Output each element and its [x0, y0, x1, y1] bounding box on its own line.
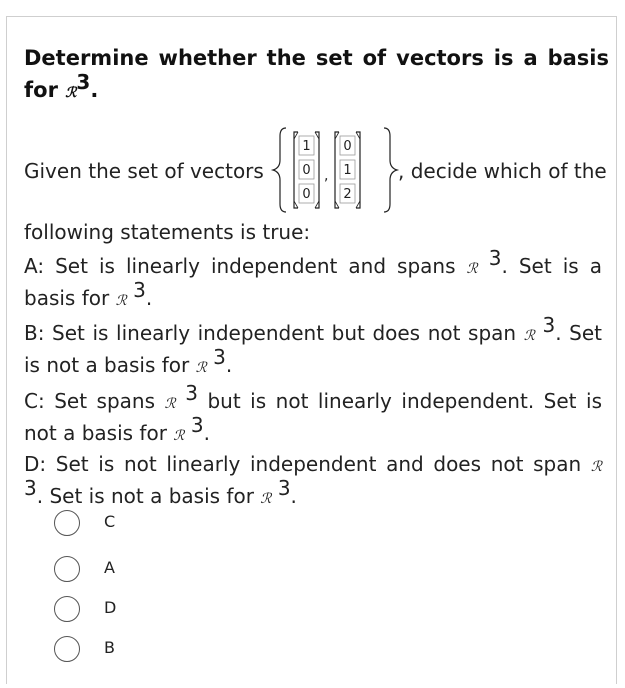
vec2-entry: 2 [343, 187, 352, 202]
option-b[interactable] [54, 636, 174, 664]
option-c[interactable] [54, 510, 174, 538]
vec2-entry: 0 [343, 139, 352, 154]
vec1-entry: 0 [302, 187, 311, 202]
statements-intro: following statements is true: [24, 220, 311, 244]
radio-button[interactable] [54, 510, 80, 536]
statement-a-line2: basis for ℛ 3. [24, 278, 153, 310]
statement-c-line2: not a basis for ℛ 3. [24, 413, 210, 445]
statement-b-line2: is not a basis for ℛ 3. [24, 345, 233, 377]
svg-text:,: , [324, 168, 329, 184]
radio-button[interactable] [54, 556, 80, 582]
radio-button[interactable] [54, 596, 80, 622]
vector-set [270, 122, 400, 218]
statement-c-line1: C: Set spans ℛ 3 but is not linearly independent. Set is [24, 381, 602, 413]
vec2-entry: 1 [343, 163, 352, 178]
given-text-post: , decide which of the [398, 159, 607, 183]
vec1-entry: 0 [302, 163, 311, 178]
radio-button[interactable] [54, 636, 80, 662]
option-d[interactable] [54, 596, 174, 624]
question-heading-line2: for ℛ3. [24, 70, 99, 102]
option-label: C [104, 512, 116, 531]
question-heading-line1: Determine whether the set of vectors is a basis [24, 46, 609, 70]
option-a[interactable] [54, 556, 174, 584]
option-label: B [104, 638, 115, 657]
statement-d-line2: 3. Set is not a basis for ℛ 3. [24, 476, 297, 508]
option-label: D [104, 598, 117, 617]
statement-a-line1: A: Set is linearly independent and spans ℛ 3. Set is a [24, 246, 602, 278]
given-text-pre: Given the set of vectors [24, 159, 264, 183]
vec1-entry: 1 [302, 139, 311, 154]
option-label: A [104, 558, 115, 577]
statement-b-line1: B: Set is linearly independent but does not span ℛ 3. Set [24, 313, 603, 345]
statement-d-line1: D: Set is not linearly independent and does not span ℛ [24, 452, 602, 476]
